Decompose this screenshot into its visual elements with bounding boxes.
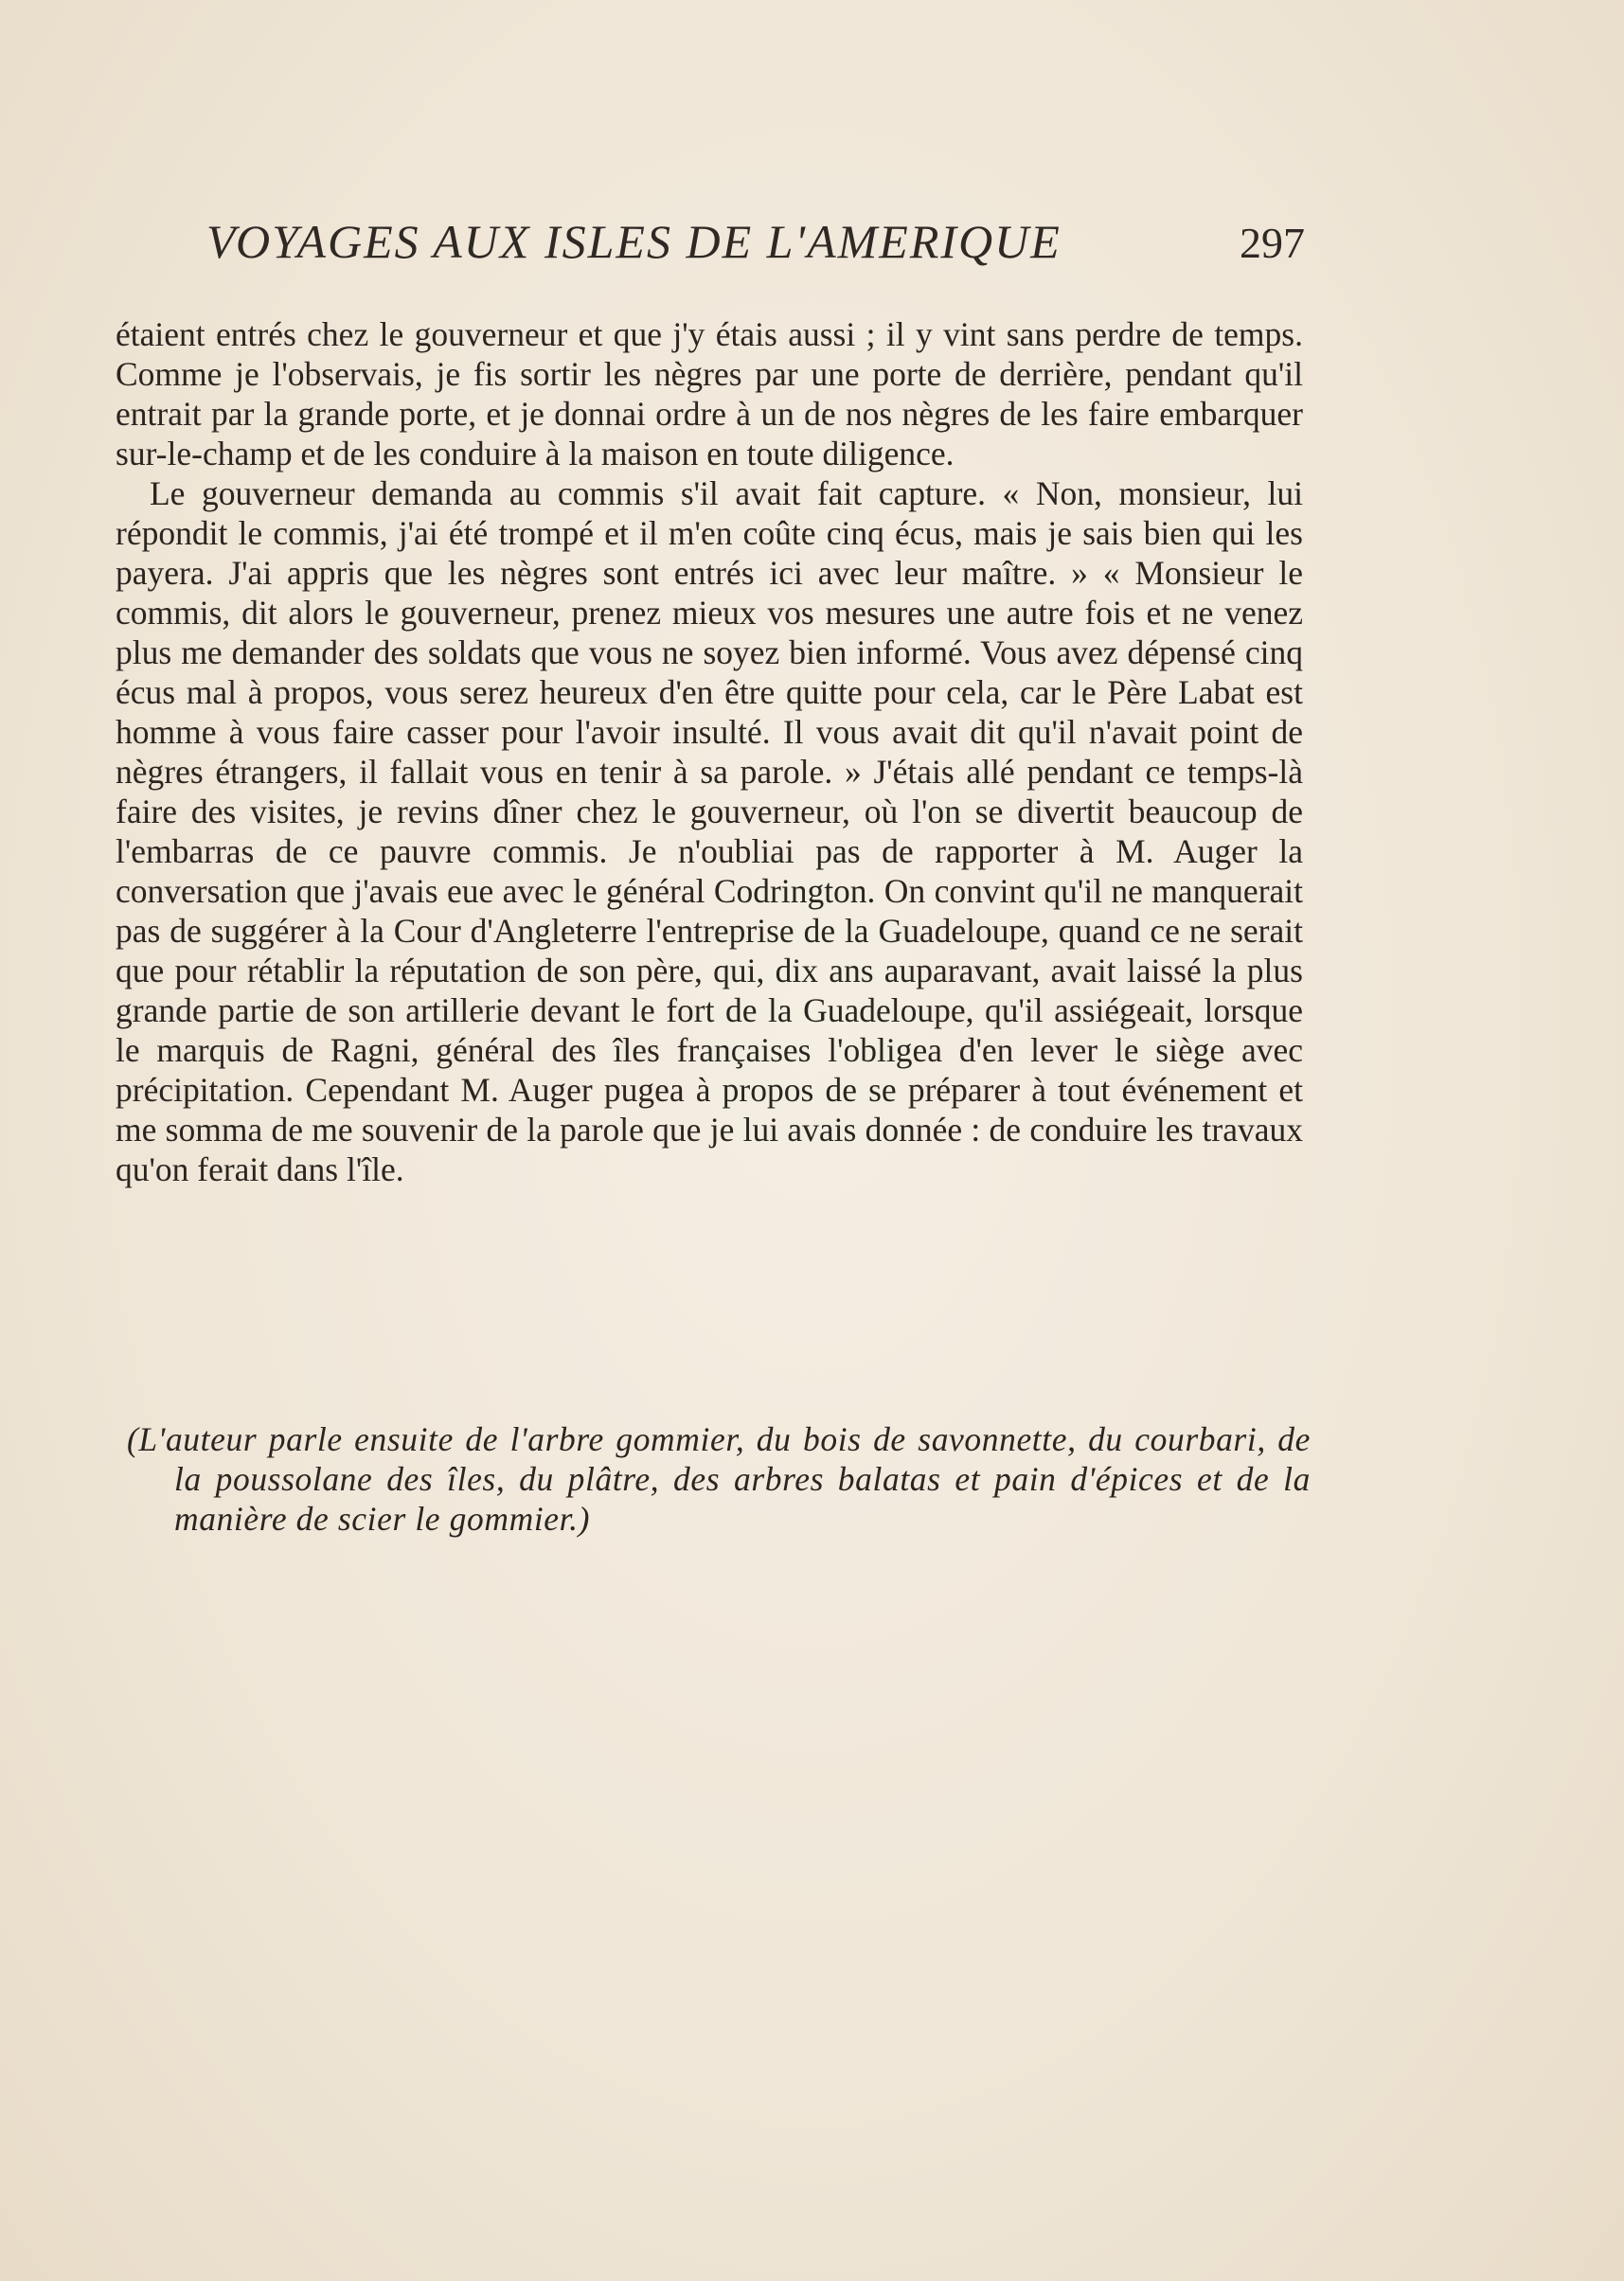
running-title: VOYAGES AUX ISLES DE L'AMERIQUE xyxy=(206,215,1062,268)
page-number: 297 xyxy=(1240,219,1305,267)
running-header xyxy=(206,214,1305,280)
editorial-note: (L'auteur parle ensuite de l'arbre gommier, du bois de savonnette, du courbari, de la poussolane des îles, du plâtre, des arbres balatas et pain d'épices et de la manière de scier le gommier.) xyxy=(127,1419,1311,1538)
paragraph: Le gouverneur demanda au commis s'il avait fait capture. « Non, monsieur, lui répondit le commis, j'ai été trompé et il m'en coûte cinq écus, mais je sais bien qui les payera. J'ai appris que les nègres sont entrés ici avec leur maître. » « Monsieur le commis, dit alors le gouverneur, prenez mieux vos mesures une autre fois et ne venez plus me demander des soldats que vous ne soyez bien informé. Vous avez dépensé cinq écus mal à propos, vous serez heureux d'en être quitte pour cela, car le Père Labat est homme à vous faire casser pour l'avoir insulté. Il vous avait dit qu'il n'avait point de nègres étrangers, il fallait vous en tenir à sa parole. » J'étais allé pendant ce temps-là faire des visites, je revins dîner chez le gouverneur, où l'on se divertit beaucoup de l'embarras de ce pauvre commis. Je n'oubliai pas de rapporter à M. Auger la conversation que j'avais eue avec le général Codrington. On convint qu'il ne manquerait pas de suggérer à la Cour d'Angleterre l'entreprise de la Guadeloupe, quand ce ne serait que pour rétablir la réputation de son père, qui, dix ans auparavant, avait laissé la plus grande partie de son artillerie devant le fort de la Guadeloupe, qu'il assiégeait, lorsque le marquis de Ragni, général des îles françaises l'obligea d'en lever le siège avec précipitation. Cependant M. Auger pugea à propos de se préparer à tout événement et me somma de me souvenir de la parole que je lui avais donnée : de conduire les travaux qu'on ferait dans l'île. xyxy=(116,474,1303,1188)
paragraph: étaient entrés chez le gouverneur et que j'y étais aussi ; il y vint sans perdre de temps. Comme je l'observais, je fis sortir les nègres par une porte de derrière, pendant qu'il entrait par la grande porte, et je donnai ordre à un de nos nègres de les faire embarquer sur-le-champ et de les conduire à la maison en toute diligence. xyxy=(116,315,1303,472)
body-text xyxy=(116,314,1303,1189)
